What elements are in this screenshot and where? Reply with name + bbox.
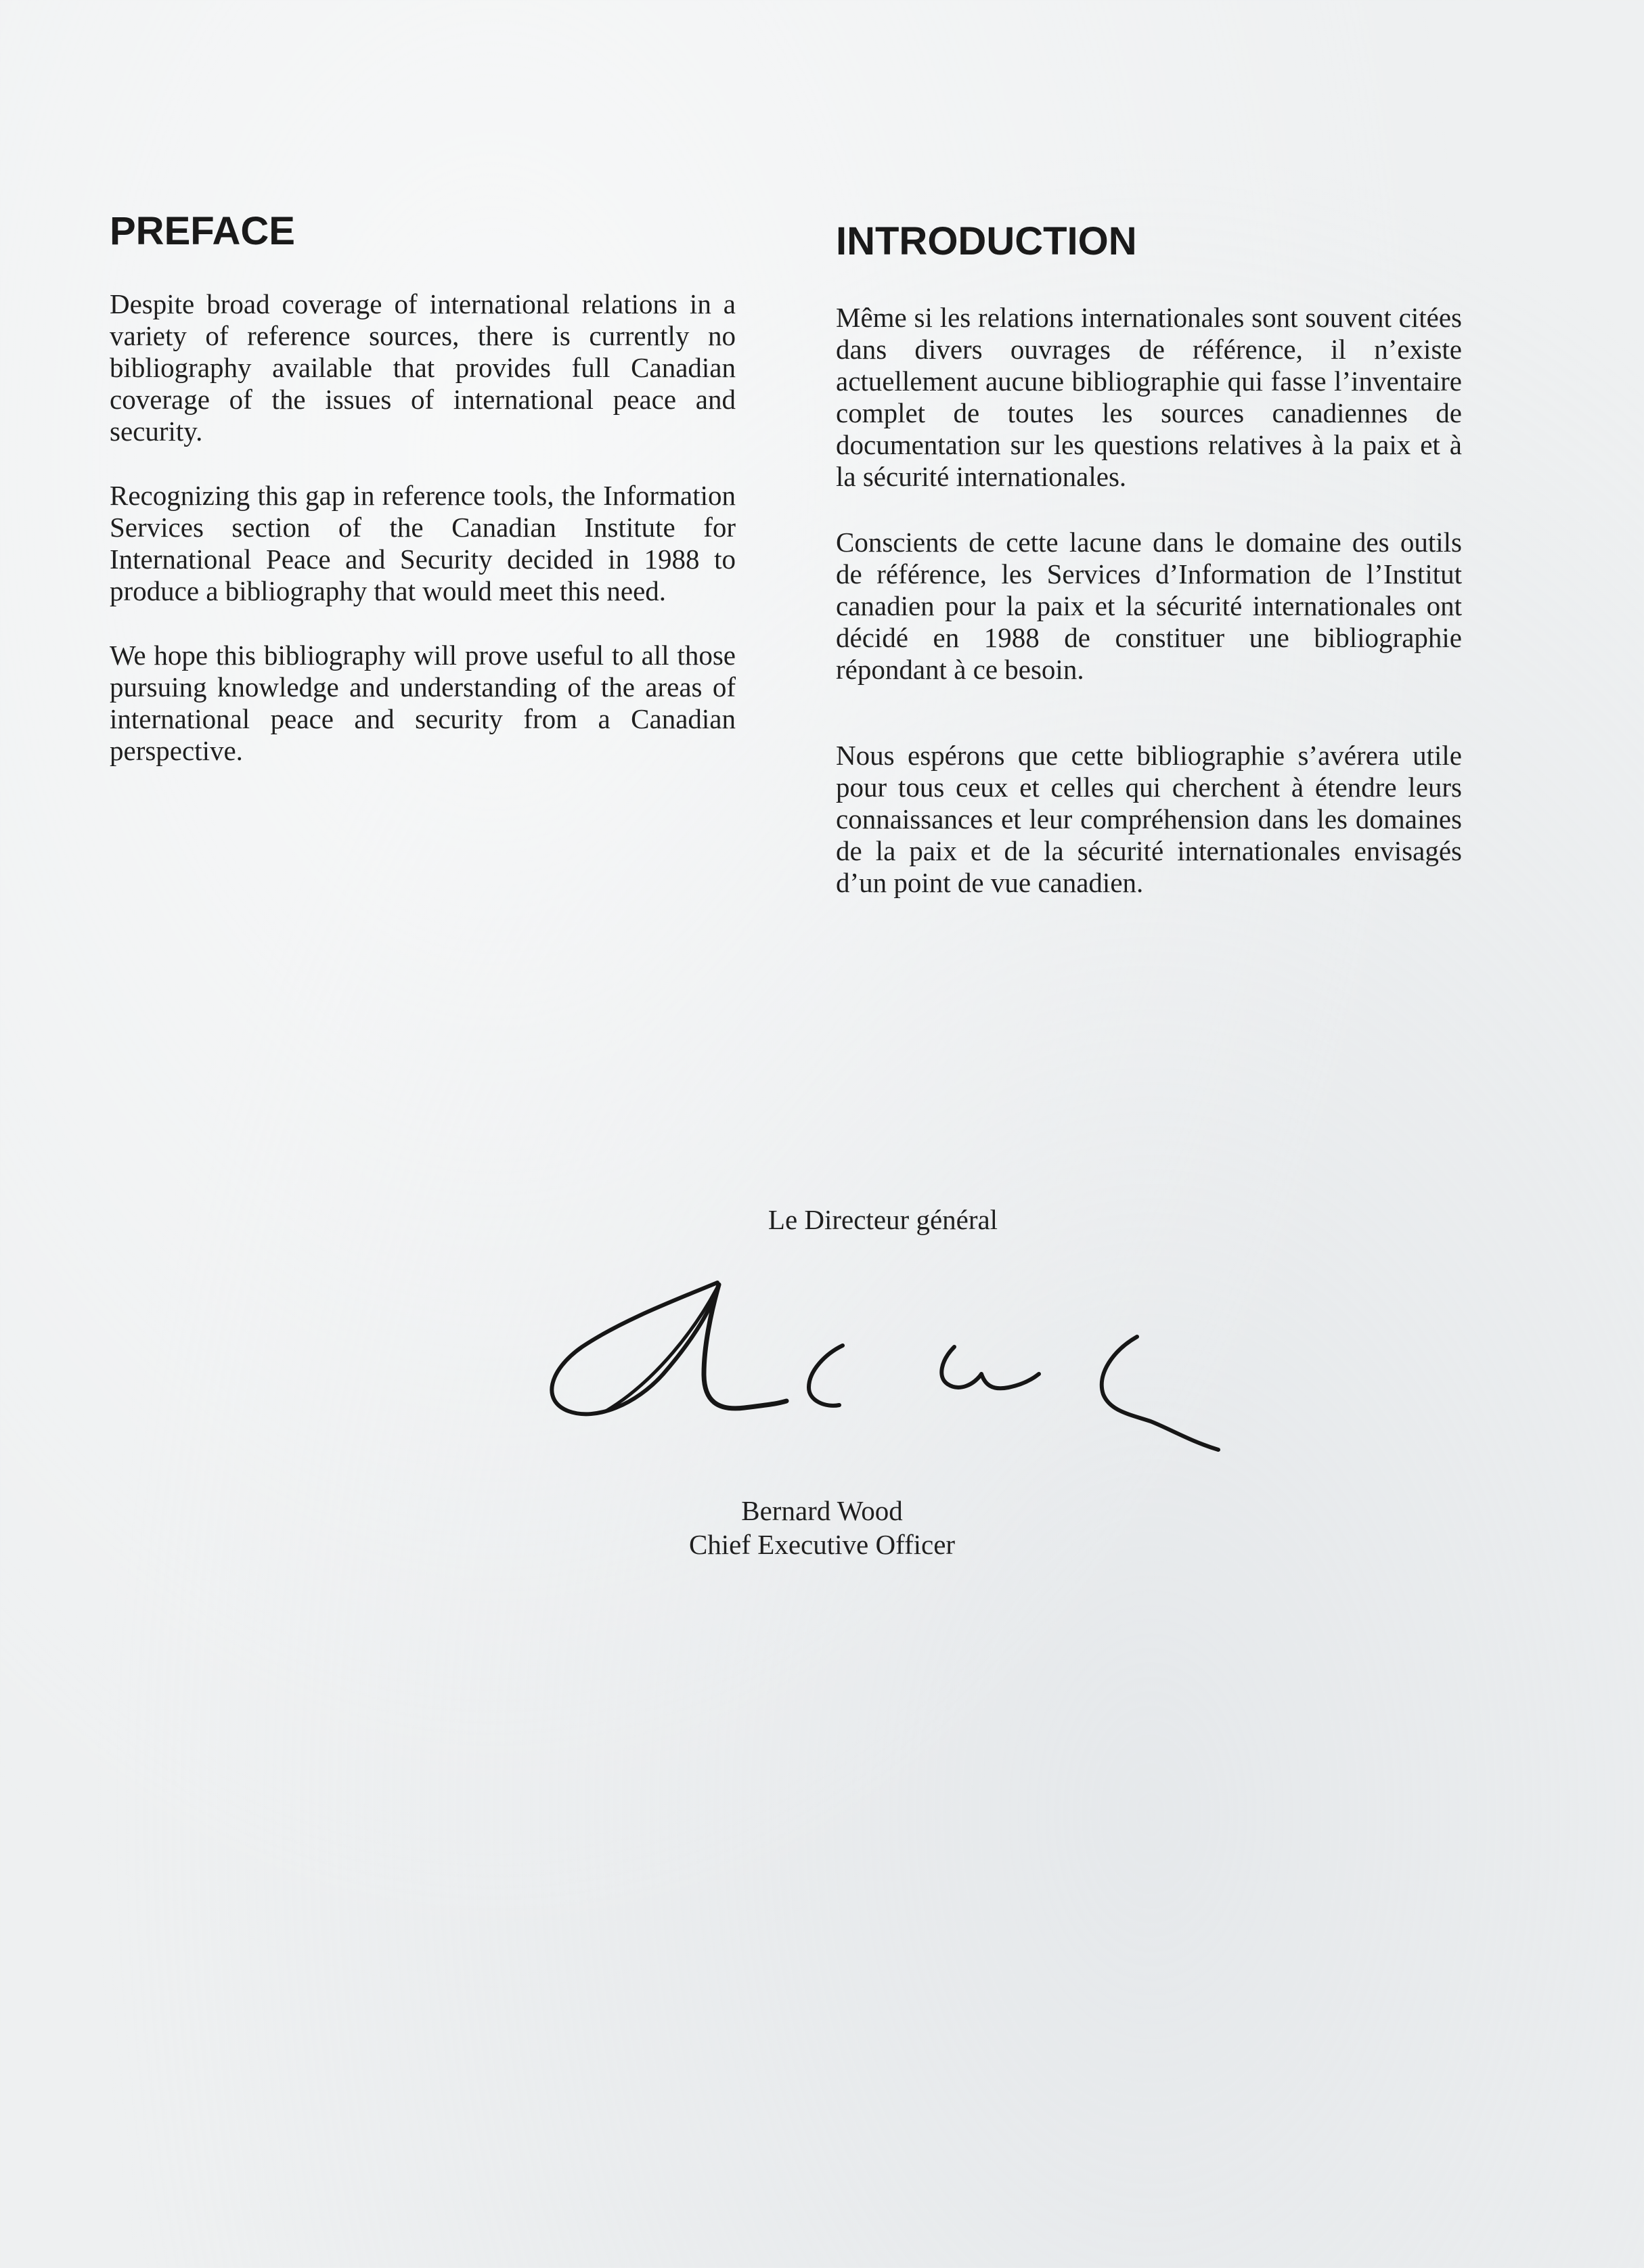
signer-role: Chief Executive Officer bbox=[688, 1529, 956, 1560]
preface-column bbox=[110, 210, 736, 767]
preface-paragraph-1: Despite broad coverage of international relations in a variety of reference sources, there is currently no bibliography available that provides full Canadian coverage of the issues of international peace and security. bbox=[110, 288, 736, 447]
introduction-paragraph-1: Même si les relations internationales sont souvent citées dans divers ouvrages de référence, il n’existe actuellement aucune bibliographie qui fasse l’inventaire complet de toutes les sources canadiennes de documentation sur les questions relatives à la paix et à la sécurité internationales. bbox=[836, 301, 1462, 492]
preface-heading: PREFACE bbox=[110, 209, 295, 253]
signature-icon bbox=[541, 1272, 1232, 1462]
introduction-column bbox=[836, 220, 1462, 899]
introduction-heading: INTRODUCTION bbox=[836, 219, 1137, 263]
introduction-paragraph-2: Conscients de cette lacune dans le domaine des outils de référence, les Services d’Information de l’Institut canadien pour la paix et la sécurité internationales ont décidé en 1988 de constituer une bibliographie répondant à ce besoin. bbox=[836, 526, 1462, 685]
introduction-paragraph-3: Nous espérons que cette bibliographie s’avérera utile pour tous ceux et celles qui cherchent à étendre leurs connaissances et leur compréhension dans les domaines de la paix et de la sécurité internationales envisagés d’un point de vue canadien. bbox=[836, 739, 1462, 898]
director-title: Le Directeur général bbox=[768, 1204, 998, 1235]
signer-block bbox=[0, 1494, 1644, 1561]
signer-name: Bernard Wood bbox=[741, 1495, 903, 1526]
preface-paragraph-3: We hope this bibliography will prove useful to all those pursuing knowledge and understanding of the areas of international peace and security from a Canadian perspective. bbox=[110, 639, 736, 766]
preface-paragraph-2: Recognizing this gap in reference tools, the Information Services section of the Canadian Institute for International Peace and Security decided in 1988 to produce a bibliography that would meet this need. bbox=[110, 479, 736, 606]
